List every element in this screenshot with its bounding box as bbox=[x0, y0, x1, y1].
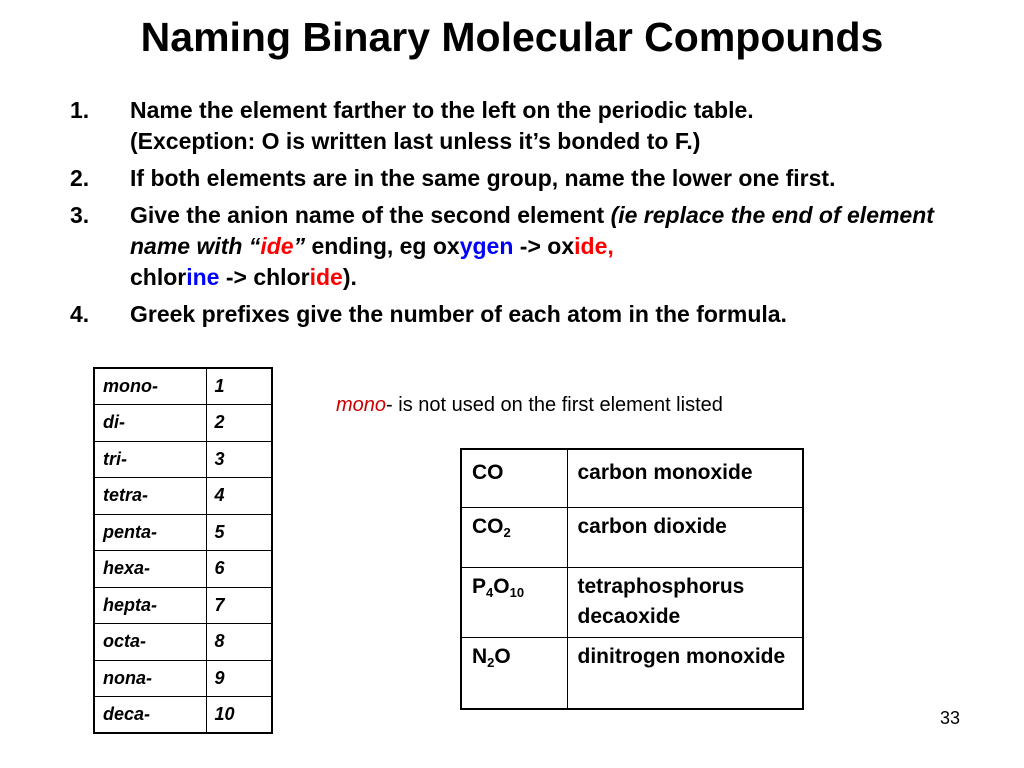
table-row bbox=[94, 551, 272, 588]
rule-item bbox=[70, 95, 960, 157]
table-row bbox=[94, 624, 272, 661]
prefix-cell: deca- bbox=[94, 697, 206, 734]
page-number: 33 bbox=[940, 708, 961, 728]
table-row bbox=[94, 697, 272, 734]
formula-text: O bbox=[494, 644, 511, 668]
table-row bbox=[94, 405, 272, 442]
rule-item bbox=[70, 200, 960, 293]
rule-italic-text: ” bbox=[293, 233, 306, 259]
rule-text: ). bbox=[342, 264, 357, 290]
table-row bbox=[461, 449, 803, 507]
mono-note bbox=[336, 394, 723, 417]
prefix-cell: nona- bbox=[94, 660, 206, 697]
rules-list bbox=[70, 95, 960, 336]
compound-name-cell: carbon dioxide bbox=[567, 507, 803, 567]
prefix-number-cell: 10 bbox=[206, 697, 272, 734]
formula-text: CO bbox=[472, 514, 504, 538]
formula-subscript: 2 bbox=[487, 654, 495, 670]
prefix-cell: di- bbox=[94, 405, 206, 442]
prefix-number-cell: 1 bbox=[206, 368, 272, 405]
ide-highlight: ide bbox=[260, 233, 294, 259]
prefix-number-cell: 8 bbox=[206, 624, 272, 661]
prefix-number-cell: 5 bbox=[206, 514, 272, 551]
prefix-number-cell: 3 bbox=[206, 441, 272, 478]
formula-cell bbox=[461, 637, 567, 709]
rule-text: -> chlor bbox=[219, 264, 310, 290]
formula-subscript: 10 bbox=[509, 584, 525, 600]
rule-text: Name the element farther to the left on the periodic table. bbox=[130, 97, 754, 123]
prefix-number-cell: 4 bbox=[206, 478, 272, 515]
compound-name-cell: dinitrogen monoxide bbox=[567, 637, 803, 709]
ide-highlight: ide bbox=[309, 264, 343, 290]
ine-highlight: ine bbox=[186, 264, 220, 290]
prefix-number-cell: 2 bbox=[206, 405, 272, 442]
rule-text: ending, eg ox bbox=[305, 233, 460, 259]
table-row bbox=[94, 368, 272, 405]
table-row bbox=[94, 478, 272, 515]
rule-italic-text: (ie replace the end of element name with “ bbox=[130, 202, 934, 259]
formula-text: CO bbox=[472, 461, 504, 484]
rule-exception-text: (Exception: O is written last unless it’s bonded to F.) bbox=[130, 128, 701, 154]
greek-prefix-table bbox=[93, 367, 273, 734]
rule-item bbox=[70, 299, 960, 330]
prefix-cell: mono- bbox=[94, 368, 206, 405]
formula-cell bbox=[461, 567, 567, 637]
rule-number: 3. bbox=[70, 202, 90, 228]
formula-text: N bbox=[472, 644, 488, 668]
rule-number: 2. bbox=[70, 165, 90, 191]
table-row bbox=[94, 514, 272, 551]
rule-text: -> ox bbox=[513, 233, 575, 259]
table-row bbox=[94, 441, 272, 478]
formula-cell bbox=[461, 507, 567, 567]
prefix-number-cell: 9 bbox=[206, 660, 272, 697]
formula-text: P bbox=[472, 574, 487, 598]
rule-text: Give the anion name of the second element bbox=[130, 202, 611, 228]
rule-number: 1. bbox=[70, 97, 90, 123]
rule-number: 4. bbox=[70, 301, 90, 327]
ide-highlight: ide, bbox=[574, 233, 614, 259]
formula-subscript: 4 bbox=[486, 584, 494, 600]
prefix-cell: hexa- bbox=[94, 551, 206, 588]
prefix-number-cell: 7 bbox=[206, 587, 272, 624]
rule-item bbox=[70, 163, 960, 194]
rule-text: Greek prefixes give the number of each atom in the formula. bbox=[130, 301, 787, 327]
ygen-highlight: ygen bbox=[459, 233, 514, 259]
prefix-cell: octa- bbox=[94, 624, 206, 661]
prefix-cell: tri- bbox=[94, 441, 206, 478]
slide-title: Naming Binary Molecular Compounds bbox=[140, 14, 884, 60]
table-row bbox=[461, 637, 803, 709]
rule-text: If both elements are in the same group, name the lower one first. bbox=[130, 165, 836, 191]
table-row bbox=[94, 660, 272, 697]
prefix-cell: hepta- bbox=[94, 587, 206, 624]
mono-word: mono bbox=[336, 394, 387, 416]
rule-text: chlor bbox=[130, 264, 187, 290]
table-row bbox=[94, 587, 272, 624]
prefix-number-cell: 6 bbox=[206, 551, 272, 588]
formula-subscript: 2 bbox=[503, 524, 511, 540]
formula-text: O bbox=[493, 574, 510, 598]
table-row bbox=[461, 507, 803, 567]
note-text: - is not used on the first element listed bbox=[386, 394, 723, 416]
formula-cell bbox=[461, 449, 567, 507]
prefix-cell: tetra- bbox=[94, 478, 206, 515]
compound-name-cell: tetraphosphorus decaoxide bbox=[567, 567, 803, 637]
prefix-cell: penta- bbox=[94, 514, 206, 551]
table-row bbox=[461, 567, 803, 637]
compound-name-cell: carbon monoxide bbox=[567, 449, 803, 507]
example-compounds-table bbox=[460, 448, 804, 710]
